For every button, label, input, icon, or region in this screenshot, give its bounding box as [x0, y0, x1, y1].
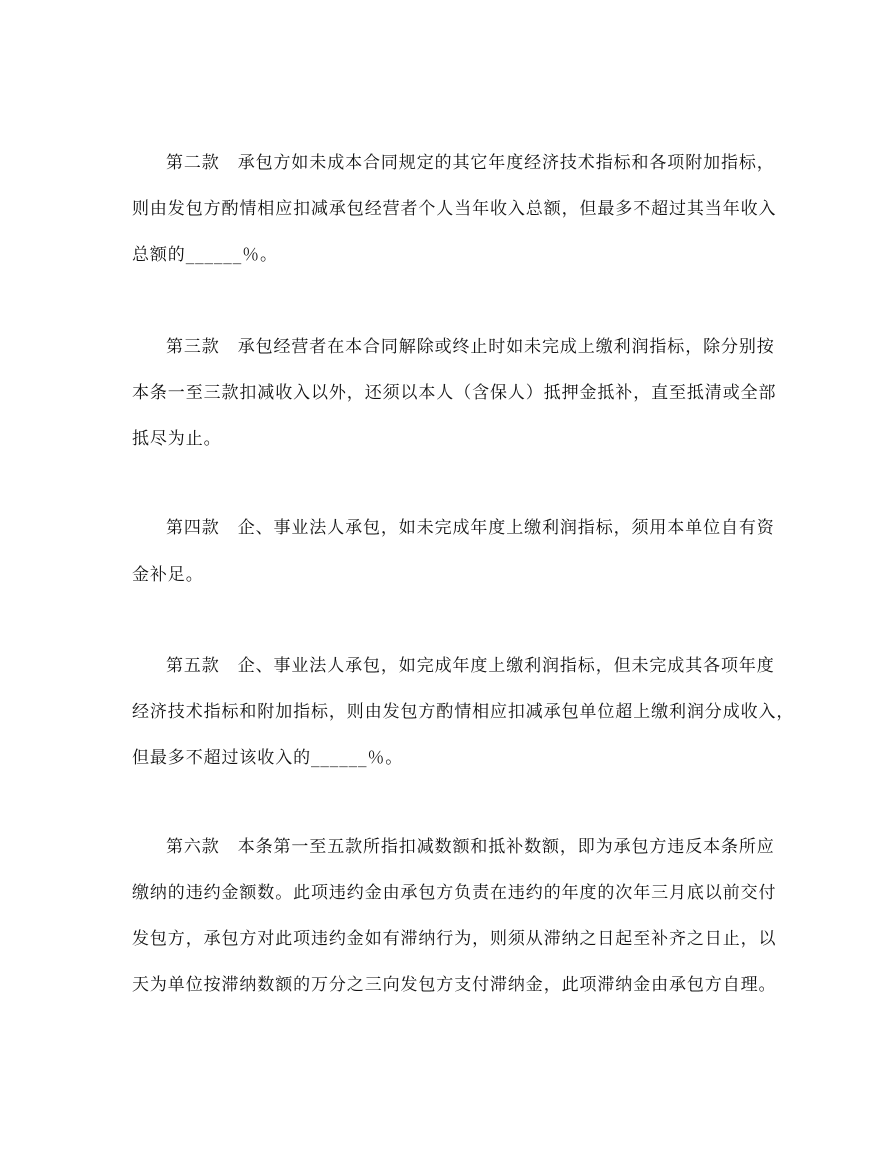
paragraph-3-line-2: 本条一至三款扣减收入以外，还须以本人（含保人）抵押金抵补，直至抵清或全部	[132, 383, 777, 403]
paragraph-2-line-3: 总额的______％。	[132, 245, 278, 265]
clause-label: 第二款	[166, 153, 220, 173]
paragraph-5-line-3: 但最多不超过该收入的______％。	[132, 748, 404, 768]
paragraph-text: 企、事业法人承包，如未完成年度上缴利润指标，须用本单位自有资	[237, 518, 775, 538]
paragraph-2-line-1	[166, 153, 806, 173]
paragraph-text: 本条第一至五款所指扣减数额和抵补数额，即为承包方违反本条所应	[237, 837, 775, 857]
paragraph-text: 承包方如未成本合同规定的其它年度经济技术指标和各项附加指标，	[237, 153, 775, 173]
clause-label: 第四款	[166, 518, 220, 538]
paragraph-6-line-2: 缴纳的违约金额数。此项违约金由承包方负责在违约的年度的次年三月底以前交付	[132, 883, 777, 903]
paragraph-text: 承包经营者在本合同解除或终止时如未完成上缴利润指标，除分别按	[237, 337, 775, 357]
paragraph-2-line-2: 则由发包方酌情相应扣减承包经营者个人当年收入总额，但最多不超过其当年收入	[132, 199, 777, 219]
paragraph-6-line-1	[166, 837, 806, 857]
paragraph-6-line-4: 天为单位按滞纳数额的万分之三向发包方支付滞纳金，此项滞纳金由承包方自理。	[132, 975, 777, 995]
paragraph-5-line-1	[166, 656, 806, 676]
paragraph-3-line-1	[166, 337, 806, 357]
paragraph-3-line-3: 抵尽为止。	[132, 429, 222, 449]
paragraph-5-line-2: 经济技术指标和附加指标，则由发包方酌情相应扣减承包单位超上缴利润分成收入，	[132, 702, 795, 722]
paragraph-text: 企、事业法人承包，如完成年度上缴利润指标，但未完成其各项年度	[237, 656, 775, 676]
paragraph-4-line-2: 金补足。	[132, 565, 204, 585]
paragraph-4-line-1	[166, 518, 806, 538]
clause-label: 第六款	[166, 837, 220, 857]
clause-label: 第五款	[166, 656, 220, 676]
paragraph-6-line-3: 发包方，承包方对此项违约金如有滞纳行为，则须从滞纳之日起至补齐之日止，以	[132, 929, 777, 949]
clause-label: 第三款	[166, 337, 220, 357]
